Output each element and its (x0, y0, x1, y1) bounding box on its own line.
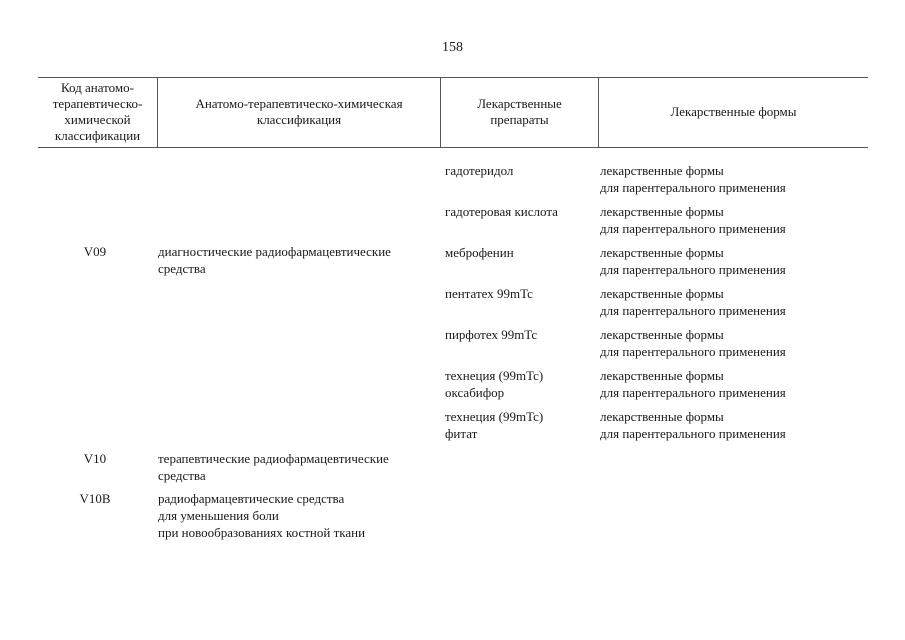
dosage-form: лекарственные формы для парентерального применения (600, 163, 786, 195)
table-header-bottom-rule (38, 147, 868, 148)
atc-code: V10 (83, 451, 107, 466)
drug-name: технеция (99mTc) оксабифор (445, 368, 544, 400)
drug-name: меброфенин (445, 245, 514, 260)
dosage-form: лекарственные формы для парентерального применения (600, 286, 786, 318)
header-atc-code: Код анатомо- терапевтическо- химической классификации (52, 80, 143, 143)
page-number: 158 (442, 40, 463, 55)
header-drugs: Лекарственные препараты (477, 96, 562, 127)
dosage-form: лекарственные формы для парентерального применения (600, 409, 786, 441)
atc-classification-name: радиофармацевтические средства для уменьшения боли при новообразованиях костной ткани (158, 491, 366, 540)
header-dosage-forms: Лекарственные формы (670, 104, 797, 119)
atc-classification-name: терапевтические радиофармацевтические средства (158, 451, 389, 483)
drug-name: пентатех 99mTc (445, 286, 533, 301)
drug-name: гадотеридол (445, 163, 514, 178)
atc-code: V09 (83, 244, 107, 259)
drug-name: гадотеровая кислота (445, 204, 558, 219)
dosage-form: лекарственные формы для парентерального применения (600, 204, 786, 236)
atc-code: V10B (79, 491, 111, 506)
drug-name: технеция (99mTc) фитат (445, 409, 544, 441)
header-atc-classification: Анатомо-терапевтическо-химическая классификация (195, 96, 403, 127)
dosage-form: лекарственные формы для парентерального применения (600, 368, 786, 400)
dosage-form: лекарственные формы для парентерального применения (600, 245, 786, 277)
dosage-form: лекарственные формы для парентерального применения (600, 327, 786, 359)
drug-name: пирфотех 99mTc (445, 327, 538, 342)
atc-classification-name: диагностические радиофармацевтические средства (158, 244, 391, 276)
